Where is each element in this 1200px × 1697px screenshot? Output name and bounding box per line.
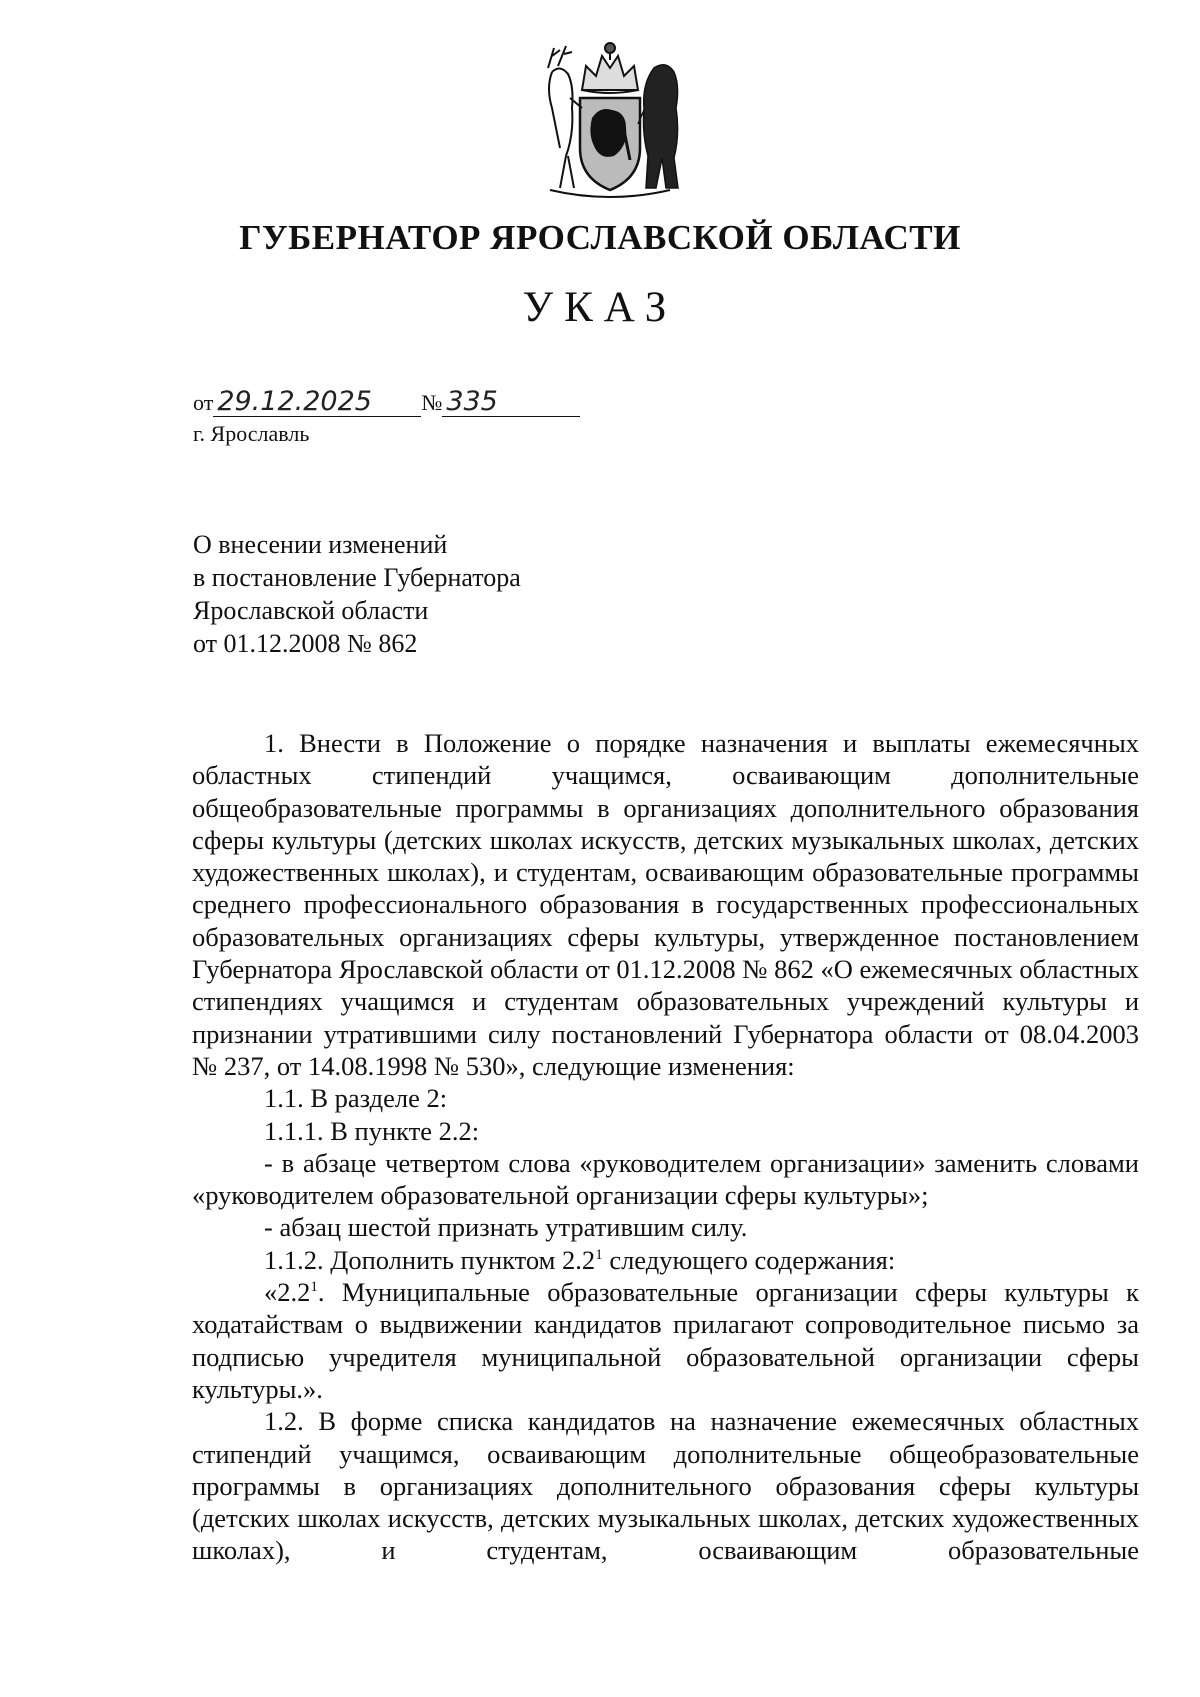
- text-run: 1.1.2. Дополнить пунктом 2.2: [264, 1244, 596, 1275]
- body-paragraph: - абзац шестой признать утратившим силу.: [264, 1212, 748, 1243]
- body-paragraph: 1.1.1. В пункте 2.2:: [264, 1115, 480, 1146]
- text-run: «2.2: [264, 1277, 311, 1308]
- document-type-title: УКАЗ: [522, 284, 678, 331]
- handwritten-date: 29.12.2025: [213, 388, 421, 417]
- subject-line: О внесении изменений: [193, 530, 448, 559]
- superscript: 1: [310, 1279, 318, 1296]
- date-number-line: [193, 388, 580, 417]
- coat-of-arms-icon: [530, 38, 690, 208]
- subject-line: в постановление Губернатора: [193, 563, 521, 592]
- text-run: . Муниципальные образовательные организации сферы культуры к ходатайствам о выдвижении кандидатов прилагают сопроводительное письмо за подписью учредителя муниципальной образовательной организации сферы культуры.».: [192, 1277, 1139, 1404]
- subject-line: от 01.12.2008 № 862: [193, 629, 418, 658]
- issuing-authority: ГУБЕРНАТОР ЯРОСЛАВСКОЙ ОБЛАСТИ: [239, 218, 961, 257]
- document-body: [192, 727, 1139, 1567]
- document-subject: [193, 528, 521, 660]
- body-paragraph: 1.1. В разделе 2:: [264, 1083, 448, 1114]
- number-prefix: №: [421, 390, 443, 415]
- body-paragraph: [192, 1276, 1139, 1405]
- handwritten-number: 335: [442, 388, 580, 417]
- text-run: следующего содержания:: [602, 1244, 896, 1275]
- body-paragraph: 1.2. В форме списка кандидатов на назначение ежемесячных областных стипендий учащимся, осваивающим дополнительные общеобразовательные программы в организациях дополнительного образования сферы культуры (детских школах искусств, детских музыкальных школах, детских художественных школах), и студентам, осваивающим образовательные: [192, 1406, 1139, 1566]
- city-label: г. Ярославль: [193, 421, 310, 446]
- body-paragraph: - в абзаце четвертом слова «руководителем организации» заменить словами «руководителем образовательной организации сферы культуры»;: [192, 1147, 1139, 1211]
- body-paragraph: 1. Внести в Положение о порядке назначения и выплаты ежемесячных областных стипендий учащимся, осваивающим дополнительные общеобразовательные программы в организациях дополнительного образования сферы культуры (детских школах искусств, детских музыкальных школах, детских художественных школах), и студентам, осваивающим образовательные программы среднего профессионального образования в государственных профессиональных образовательных организациях сферы культуры, утвержденное постановлением Губернатора Ярославской области от 01.12.2008 № 862 «О ежемесячных областных стипендиях учащимся и студентам образовательных учреждений культуры и признании утратившими силу постановлений Губернатора области от 08.04.2003 № 237, от 14.08.1998 № 530», следующие изменения:: [192, 728, 1139, 1081]
- date-prefix: от: [193, 390, 214, 415]
- subject-line: Ярославской области: [193, 596, 429, 625]
- body-paragraph: [192, 1244, 1139, 1276]
- superscript: 1: [595, 1246, 603, 1263]
